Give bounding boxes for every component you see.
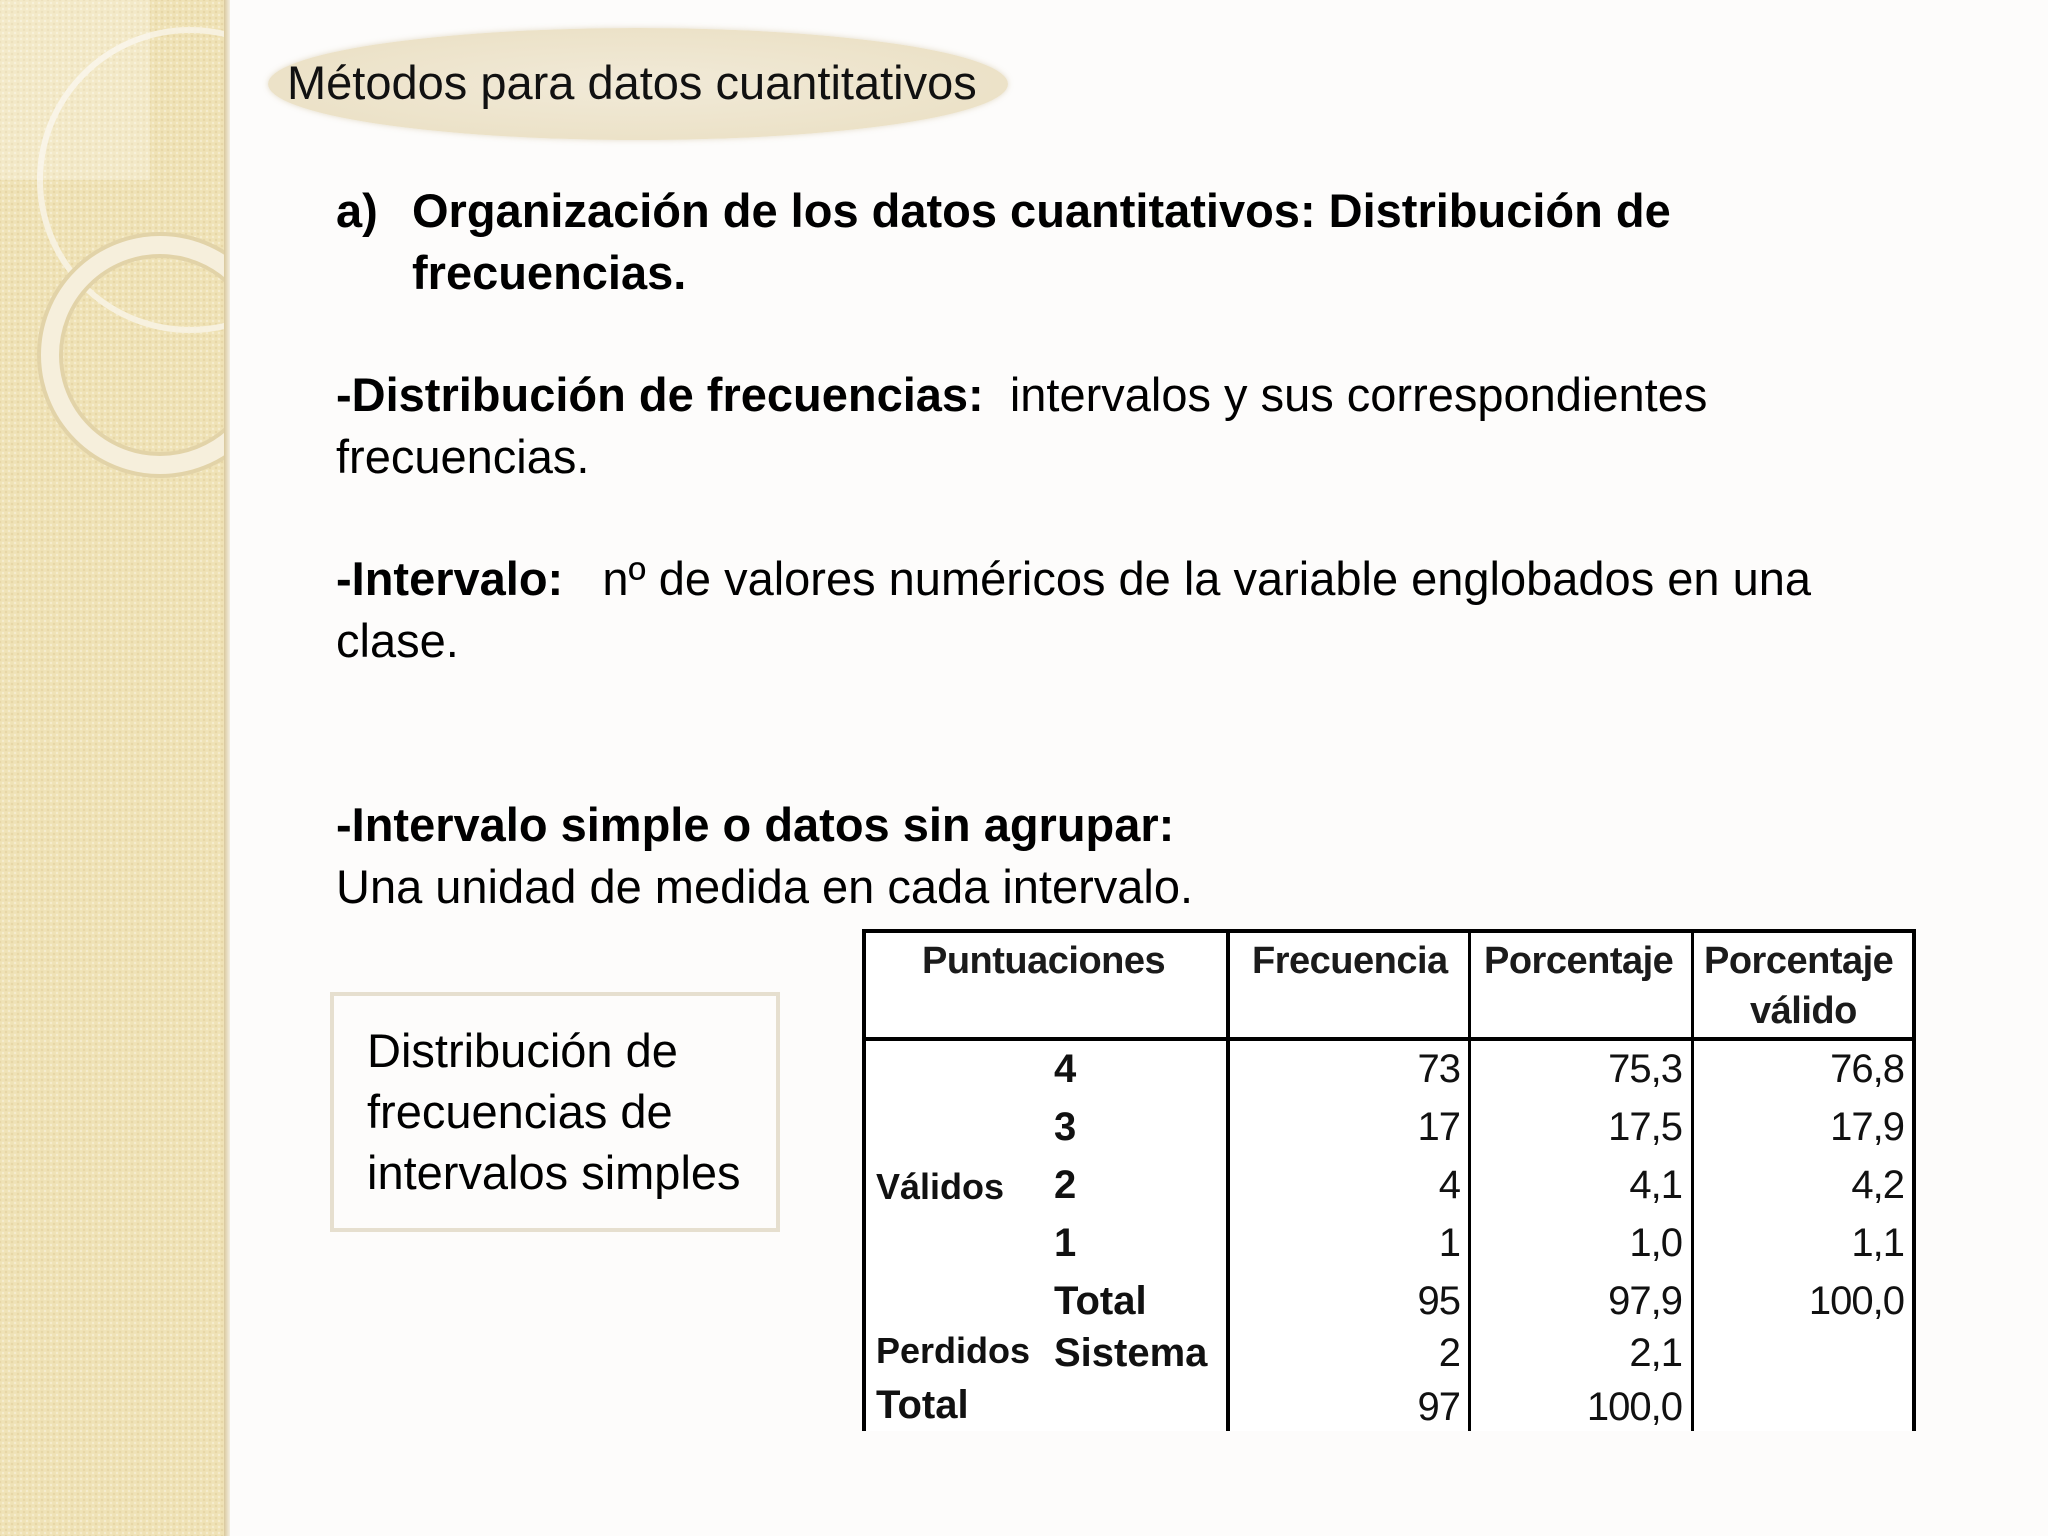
header-puntuaciones: Puntuaciones	[922, 940, 1166, 982]
cell-porcentaje-valido: 17,9	[1830, 1105, 1904, 1149]
cell-porcentaje: 100,0	[1586, 1385, 1682, 1429]
cell-porcentaje-valido: 4,2	[1851, 1163, 1904, 1207]
definition-distribucion-line2: frecuencias.	[336, 430, 590, 483]
cell-porcentaje-valido: 100,0	[1808, 1279, 1904, 1323]
header-valido: válido	[1750, 990, 1857, 1032]
table-col-divider	[1691, 929, 1694, 1431]
caption-line: intervalos simples	[367, 1146, 741, 1199]
caption-line: frecuencias de	[367, 1085, 673, 1138]
caption-text	[367, 1020, 741, 1203]
group-label-perdidos: Perdidos	[876, 1330, 1031, 1371]
row-label: 2	[1054, 1163, 1077, 1207]
table-border-left	[862, 929, 866, 1431]
section-heading-line2: frecuencias.	[412, 246, 687, 299]
section-marker: a)	[336, 184, 378, 237]
cell-frecuencia: 73	[1417, 1047, 1460, 1091]
cell-frecuencia: 97	[1417, 1385, 1460, 1429]
cell-frecuencia: 17	[1417, 1105, 1460, 1149]
caption-line: Distribución de	[367, 1024, 678, 1077]
header-porcentaje: Porcentaje	[1484, 940, 1674, 982]
cell-porcentaje: 4,1	[1629, 1163, 1682, 1207]
row-label: 4	[1054, 1047, 1077, 1091]
cell-porcentaje-valido: 76,8	[1830, 1047, 1904, 1091]
row-label: 3	[1054, 1105, 1077, 1149]
group-label-total: Total	[876, 1383, 969, 1427]
row-label: 1	[1054, 1221, 1077, 1265]
cell-frecuencia: 4	[1438, 1163, 1460, 1207]
cell-frecuencia: 1	[1438, 1221, 1460, 1265]
decorative-side-band	[0, 0, 228, 1536]
table-border-right	[1912, 929, 1916, 1431]
slide-title: Métodos para datos cuantitativos	[287, 56, 977, 109]
table-col-divider	[1226, 929, 1230, 1431]
definition-intervalo-simple-term: -Intervalo simple o datos sin agrupar:	[336, 798, 1175, 851]
definition-intervalo-text: nº de valores numéricos de la variable englobados en una	[602, 552, 1812, 605]
row-label: Total	[1054, 1279, 1147, 1323]
table-header-divider	[862, 1037, 1916, 1041]
definition-distribucion	[336, 364, 1707, 426]
cell-frecuencia: 2	[1438, 1331, 1460, 1375]
band-edge	[224, 0, 230, 1536]
section-heading-line1: Organización de los datos cuantitativos: Distribución de	[412, 184, 1671, 237]
definition-intervalo-line2: clase.	[336, 614, 459, 667]
group-label-validos: Válidos	[876, 1166, 1005, 1207]
cell-porcentaje: 75,3	[1608, 1047, 1682, 1091]
definition-distribucion-term: -Distribución de frecuencias:	[336, 368, 984, 421]
header-porcentaje-valido: Porcentaje	[1704, 940, 1894, 982]
cell-porcentaje-valido: 1,1	[1851, 1221, 1904, 1265]
cell-porcentaje: 2,1	[1629, 1331, 1682, 1375]
definition-distribucion-text: intervalos y sus correspondientes	[1009, 368, 1708, 421]
definition-intervalo-simple-text: Una unidad de medida en cada intervalo.	[336, 860, 1194, 913]
header-frecuencia: Frecuencia	[1252, 940, 1448, 982]
decorative-rings	[0, 0, 228, 1536]
definition-intervalo	[336, 548, 1811, 610]
table-border-top	[862, 929, 1916, 933]
cell-porcentaje: 97,9	[1608, 1279, 1682, 1323]
cell-porcentaje: 17,5	[1608, 1105, 1682, 1149]
cell-porcentaje: 1,0	[1629, 1221, 1682, 1265]
table-col-divider	[1468, 929, 1471, 1431]
frequency-table	[862, 929, 1916, 1431]
definition-intervalo-term: -Intervalo:	[336, 552, 564, 605]
cell-frecuencia: 95	[1417, 1279, 1460, 1323]
row-label: Sistema	[1054, 1331, 1208, 1375]
